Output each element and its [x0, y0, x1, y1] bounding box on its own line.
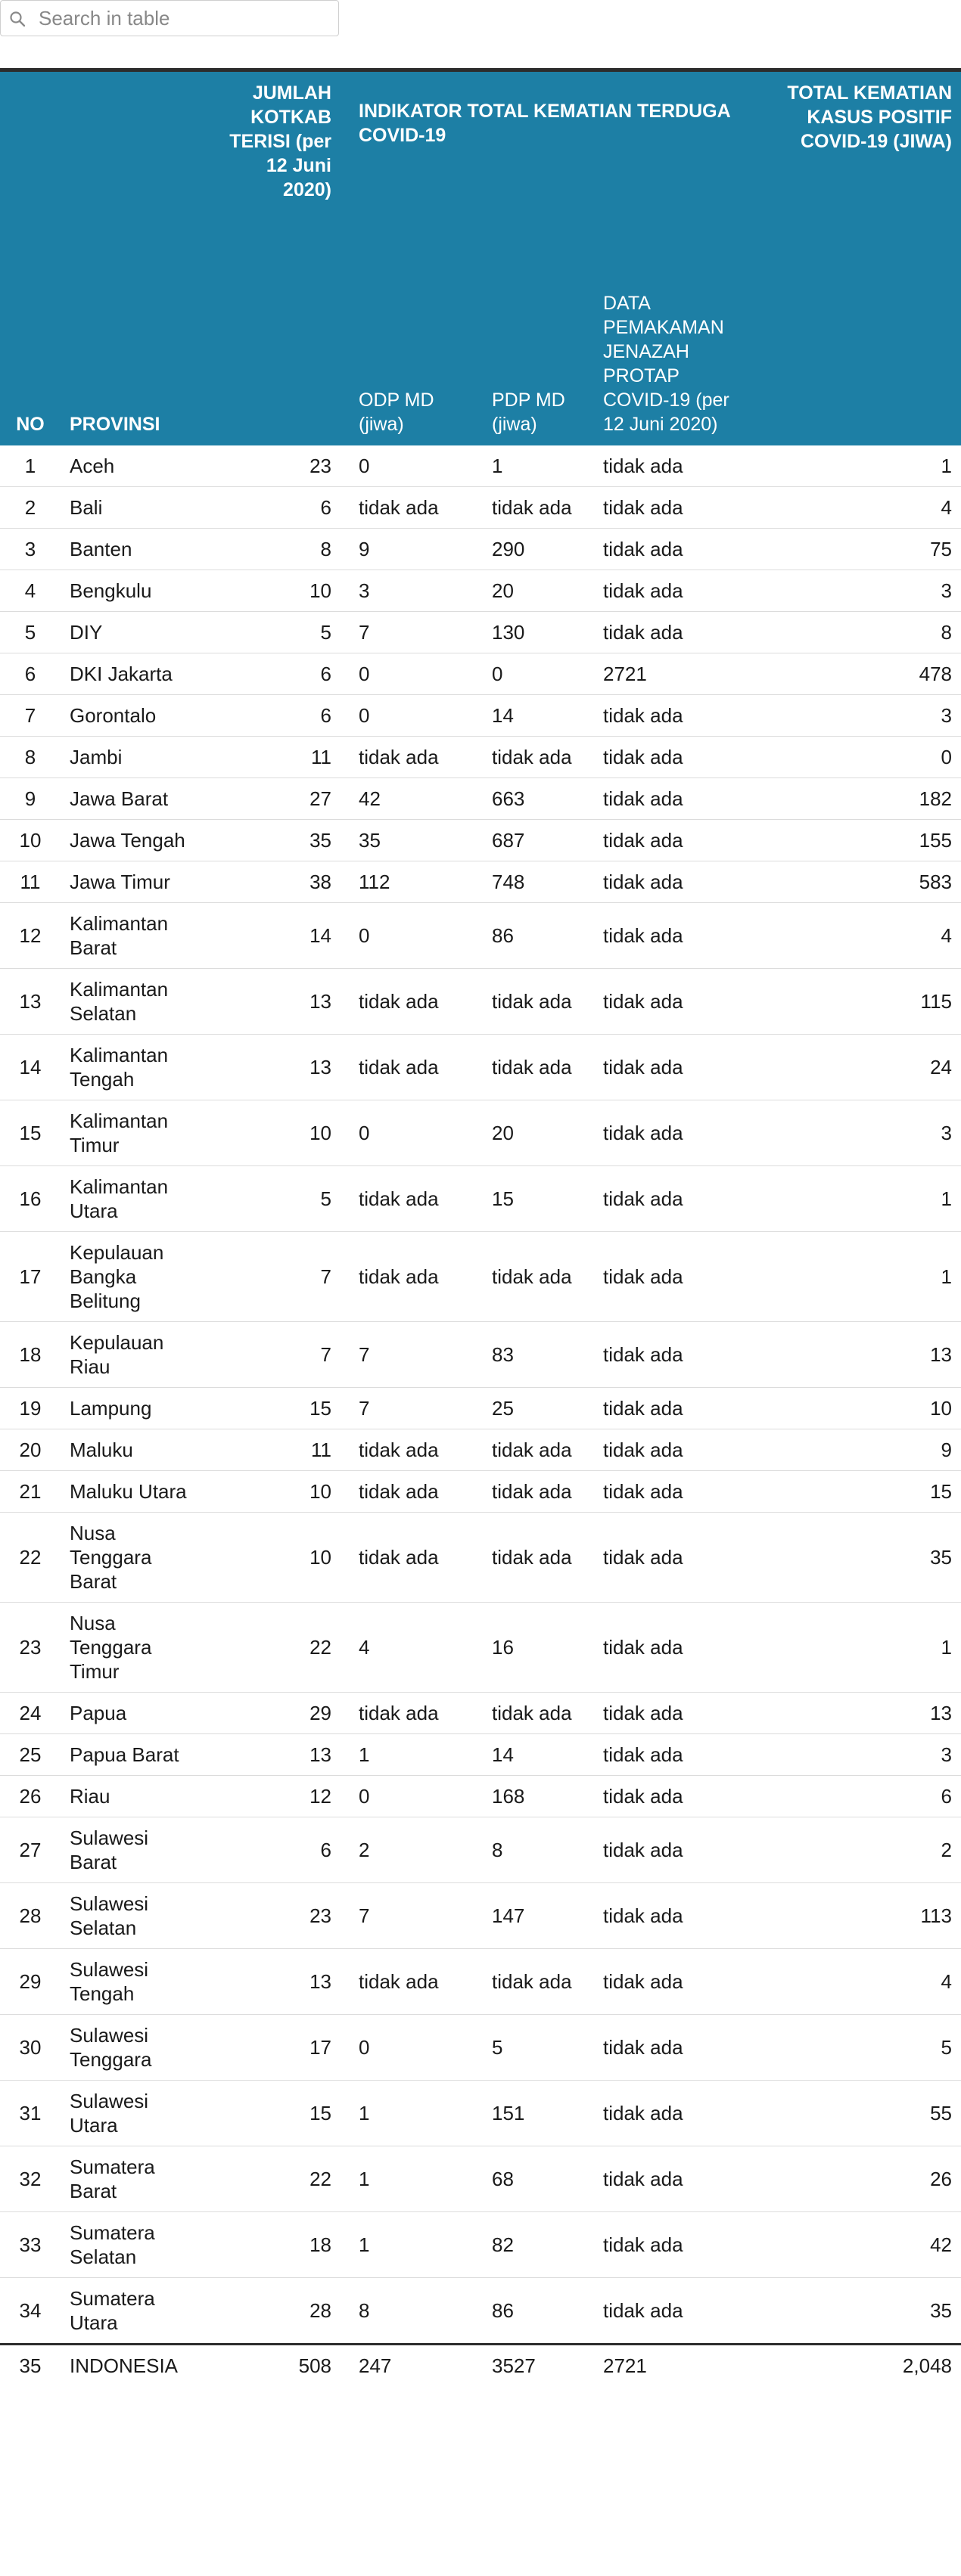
cell-jumlah-kotkab: 18: [309, 2233, 331, 2256]
column-header-provinsi[interactable]: PROVINSI: [70, 414, 160, 435]
cell-data-pemakaman: tidak ada: [603, 1439, 683, 1461]
cell-odp-md: 7: [359, 621, 370, 644]
cell-no: 3: [24, 538, 36, 560]
table-row: [0, 1388, 961, 1429]
cell-odp-md: tidak ada: [359, 496, 439, 519]
cell-odp-md: 0: [359, 2036, 370, 2059]
cell-pdp-md: 86: [492, 2299, 514, 2322]
cell-data-pemakaman: tidak ada: [603, 990, 683, 1013]
cell-jumlah-kotkab: 6: [320, 704, 331, 727]
cell-provinsi: Jambi: [70, 746, 123, 768]
cell-pdp-md: 748: [492, 871, 525, 893]
cell-odp-md: tidak ada: [359, 1480, 439, 1503]
cell-total-kematian: 3: [941, 1743, 952, 1766]
cell-no: 10: [19, 829, 42, 852]
cell-jumlah-kotkab: 5: [320, 621, 331, 644]
cell-data-pemakaman: tidak ada: [603, 496, 683, 519]
cell-data-pemakaman: tidak ada: [603, 2299, 683, 2322]
cell-total-kematian: 15: [930, 1480, 952, 1503]
cell-jumlah-kotkab: 12: [309, 1785, 331, 1808]
cell-provinsi: Sulawesi Tenggara: [70, 2024, 152, 2071]
cell-provinsi: INDONESIA: [70, 2354, 179, 2377]
cell-no: 25: [19, 1743, 42, 1766]
table-row: [0, 1035, 961, 1100]
cell-pdp-md: tidak ada: [492, 1546, 572, 1569]
cell-data-pemakaman: tidak ada: [603, 1546, 683, 1569]
cell-jumlah-kotkab: 13: [309, 1743, 331, 1766]
table-row: [0, 529, 961, 570]
cell-pdp-md: 147: [492, 1904, 525, 1927]
cell-pdp-md: 8: [492, 1839, 503, 1861]
cell-no: 12: [19, 924, 42, 947]
cell-data-pemakaman: tidak ada: [603, 1122, 683, 1144]
cell-no: 29: [19, 1970, 42, 1993]
cell-no: 16: [19, 1187, 42, 1210]
cell-no: 18: [19, 1343, 42, 1366]
column-header-jumlah-kotkab-label: JUMLAH KOTKAB TERISI (per 12 Juni 2020): [229, 82, 331, 200]
cell-total-kematian: 26: [930, 2168, 952, 2190]
cell-jumlah-kotkab: 7: [320, 1343, 331, 1366]
cell-data-pemakaman: tidak ada: [603, 1839, 683, 1861]
cell-total-kematian: 4: [941, 924, 952, 947]
cell-data-pemakaman: tidak ada: [603, 746, 683, 768]
cell-pdp-md: 663: [492, 787, 525, 810]
cell-no: 22: [19, 1546, 42, 1569]
cell-provinsi: Bali: [70, 496, 103, 519]
cell-pdp-md: 83: [492, 1343, 514, 1366]
cell-odp-md: 247: [359, 2354, 392, 2377]
cell-no: 30: [19, 2036, 42, 2059]
cell-no: 13: [19, 990, 42, 1013]
cell-odp-md: 7: [359, 1904, 370, 1927]
cell-total-kematian: 3: [941, 1122, 952, 1144]
cell-odp-md: 0: [359, 1122, 370, 1144]
cell-total-kematian: 13: [930, 1343, 952, 1366]
cell-pdp-md: 16: [492, 1636, 514, 1659]
cell-pdp-md: tidak ada: [492, 496, 572, 519]
cell-pdp-md: tidak ada: [492, 746, 572, 768]
cell-total-kematian: 75: [930, 538, 952, 560]
cell-odp-md: 8: [359, 2299, 370, 2322]
cell-data-pemakaman: tidak ada: [603, 829, 683, 852]
cell-pdp-md: tidak ada: [492, 1480, 572, 1503]
cell-provinsi: Kalimantan Barat: [70, 912, 169, 959]
cell-jumlah-kotkab: 13: [309, 1970, 331, 1993]
cell-jumlah-kotkab: 29: [309, 1702, 331, 1724]
cell-jumlah-kotkab: 508: [298, 2354, 331, 2377]
cell-jumlah-kotkab: 6: [320, 1839, 331, 1861]
cell-pdp-md: tidak ada: [492, 1970, 572, 1993]
cell-jumlah-kotkab: 6: [320, 496, 331, 519]
cell-pdp-md: 151: [492, 2102, 525, 2124]
cell-no: 1: [24, 455, 36, 477]
table-row: [0, 2146, 961, 2212]
cell-provinsi: Jawa Barat: [70, 787, 169, 810]
cell-total-kematian: 478: [919, 663, 952, 685]
table-row: [0, 861, 961, 903]
table-row: [0, 2212, 961, 2278]
table-row: [0, 2081, 961, 2146]
cell-total-kematian: 1: [941, 1187, 952, 1210]
cell-odp-md: tidak ada: [359, 990, 439, 1013]
cell-pdp-md: 20: [492, 579, 514, 602]
table-row: [0, 445, 961, 487]
table-row: [0, 1166, 961, 1232]
cell-odp-md: 0: [359, 663, 370, 685]
cell-pdp-md: 1: [492, 455, 503, 477]
column-header-odp[interactable]: ODP MD (jiwa): [359, 390, 434, 435]
cell-odp-md: 1: [359, 2233, 370, 2256]
cell-pdp-md: 168: [492, 1785, 525, 1808]
cell-data-pemakaman: tidak ada: [603, 2102, 683, 2124]
cell-jumlah-kotkab: 7: [320, 1265, 331, 1288]
cell-pdp-md: tidak ada: [492, 1265, 572, 1288]
table-row: [0, 737, 961, 778]
table-row: [0, 1232, 961, 1322]
table-row: [0, 695, 961, 737]
cell-jumlah-kotkab: 15: [309, 1397, 331, 1420]
cell-pdp-md: 14: [492, 704, 514, 727]
cell-pdp-md: 5: [492, 2036, 503, 2059]
table-row: [0, 487, 961, 529]
cell-provinsi: Nusa Tenggara Timur: [70, 1612, 152, 1683]
cell-no: 35: [19, 2354, 42, 2377]
table-row: [0, 2015, 961, 2081]
cell-data-pemakaman: tidak ada: [603, 1970, 683, 1993]
cell-odp-md: 2: [359, 1839, 370, 1861]
cell-odp-md: 9: [359, 538, 370, 560]
cell-no: 20: [19, 1439, 42, 1461]
cell-odp-md: tidak ada: [359, 1702, 439, 1724]
cell-total-kematian: 4: [941, 496, 952, 519]
cell-total-kematian: 35: [930, 1546, 952, 1569]
cell-data-pemakaman: tidak ada: [603, 787, 683, 810]
table-row: [0, 820, 961, 861]
cell-no: 24: [19, 1702, 42, 1724]
column-header-pemakaman[interactable]: DATA PEMAKAMAN JENAZAH PROTAP COVID-19 (per 12 Juni 2020): [603, 293, 729, 435]
cell-jumlah-kotkab: 6: [320, 663, 331, 685]
cell-jumlah-kotkab: 28: [309, 2299, 331, 2322]
cell-provinsi: Maluku: [70, 1439, 133, 1461]
cell-no: 14: [19, 1056, 42, 1079]
cell-jumlah-kotkab: 14: [309, 924, 331, 947]
cell-no: 7: [24, 704, 36, 727]
cell-total-kematian: 182: [919, 787, 952, 810]
cell-pdp-md: 290: [492, 538, 525, 560]
cell-no: 31: [19, 2102, 42, 2124]
cell-no: 6: [24, 663, 36, 685]
cell-data-pemakaman: tidak ada: [603, 1743, 683, 1766]
cell-odp-md: 7: [359, 1397, 370, 1420]
cell-jumlah-kotkab: 8: [320, 538, 331, 560]
cell-no: 8: [24, 746, 36, 768]
search-icon: [9, 11, 26, 27]
cell-no: 33: [19, 2233, 42, 2256]
cell-data-pemakaman: tidak ada: [603, 2233, 683, 2256]
search-box[interactable]: [0, 0, 339, 36]
cell-total-kematian: 115: [920, 990, 952, 1013]
cell-odp-md: tidak ada: [359, 1187, 439, 1210]
cell-pdp-md: 68: [492, 2168, 514, 2190]
cell-total-kematian: 155: [919, 829, 952, 852]
cell-odp-md: 4: [359, 1636, 370, 1659]
cell-odp-md: tidak ada: [359, 1265, 439, 1288]
cell-no: 15: [19, 1122, 42, 1144]
cell-jumlah-kotkab: 23: [309, 455, 331, 477]
cell-total-kematian: 3: [941, 579, 952, 602]
table-row: [0, 903, 961, 969]
cell-provinsi: DIY: [70, 621, 103, 644]
column-header-total-kematian[interactable]: TOTAL KEMATIAN KASUS POSITIF COVID-19 (JIWA): [787, 82, 952, 152]
table-row: [0, 1322, 961, 1388]
cell-total-kematian: 10: [930, 1397, 952, 1420]
cell-no: 32: [19, 2168, 42, 2190]
cell-provinsi: Sumatera Barat: [70, 2155, 155, 2202]
cell-no: 34: [19, 2299, 42, 2322]
column-group-indikator: INDIKATOR TOTAL KEMATIAN TERDUGA COVID-19: [359, 101, 730, 146]
header-row-group: [0, 70, 961, 262]
cell-data-pemakaman: tidak ada: [603, 1343, 683, 1366]
cell-provinsi: Lampung: [70, 1397, 152, 1420]
cell-jumlah-kotkab: 15: [309, 2102, 331, 2124]
column-header-pdp[interactable]: PDP MD (jiwa): [492, 390, 565, 435]
cell-pdp-md: 130: [492, 621, 525, 644]
cell-data-pemakaman: tidak ada: [603, 1397, 683, 1420]
cell-provinsi: Sulawesi Tengah: [70, 1958, 149, 2005]
cell-provinsi: Kalimantan Timur: [70, 1110, 169, 1156]
cell-pdp-md: 0: [492, 663, 503, 685]
cell-provinsi: Maluku Utara: [70, 1480, 187, 1503]
cell-data-pemakaman: 2721: [603, 663, 647, 685]
cell-jumlah-kotkab: 11: [311, 1439, 331, 1461]
cell-data-pemakaman: tidak ada: [603, 1056, 683, 1079]
cell-total-kematian: 42: [930, 2233, 952, 2256]
cell-pdp-md: 82: [492, 2233, 514, 2256]
cell-provinsi: Sumatera Selatan: [70, 2221, 155, 2268]
cell-jumlah-kotkab: 27: [309, 787, 331, 810]
cell-data-pemakaman: tidak ada: [603, 1480, 683, 1503]
cell-pdp-md: 25: [492, 1397, 514, 1420]
cell-jumlah-kotkab: 10: [309, 1546, 331, 1569]
cell-total-kematian: 1: [941, 455, 952, 477]
cell-total-kematian: 113: [920, 1904, 952, 1927]
cell-pdp-md: 15: [492, 1187, 514, 1210]
cell-total-kematian: 2: [941, 1839, 952, 1861]
table-row: [0, 1949, 961, 2015]
cell-odp-md: 0: [359, 704, 370, 727]
cell-odp-md: 112: [359, 871, 390, 893]
cell-total-kematian: 4: [941, 1970, 952, 1993]
table-row: [0, 1776, 961, 1817]
cell-total-kematian: 55: [930, 2102, 952, 2124]
table-row: [0, 1429, 961, 1471]
table-header: [0, 70, 961, 446]
cell-no: 11: [20, 871, 41, 893]
cell-total-kematian: 8: [941, 621, 952, 644]
cell-data-pemakaman: tidak ada: [603, 924, 683, 947]
cell-data-pemakaman: tidak ada: [603, 455, 683, 477]
table-body: [0, 445, 961, 2386]
cell-odp-md: 3: [359, 579, 370, 602]
cell-no: 17: [19, 1265, 42, 1288]
column-header-jumlah-kotkab[interactable]: [204, 70, 341, 446]
table-row: [0, 612, 961, 653]
table-row: [0, 1883, 961, 1949]
cell-no: 27: [19, 1839, 42, 1861]
table-row: [0, 1513, 961, 1603]
search-input[interactable]: [39, 7, 326, 29]
cell-jumlah-kotkab: 23: [309, 1904, 331, 1927]
cell-jumlah-kotkab: 13: [309, 990, 331, 1013]
cell-pdp-md: tidak ada: [492, 990, 572, 1013]
cell-total-kematian: 2,048: [902, 2354, 952, 2377]
cell-odp-md: 35: [359, 829, 381, 852]
cell-jumlah-kotkab: 35: [309, 829, 331, 852]
cell-provinsi: Papua Barat: [70, 1743, 179, 1766]
cell-odp-md: tidak ada: [359, 1970, 439, 1993]
cell-total-kematian: 6: [941, 1785, 952, 1808]
cell-odp-md: 1: [359, 2168, 370, 2190]
cell-odp-md: 0: [359, 455, 370, 477]
cell-data-pemakaman: tidak ada: [603, 1187, 683, 1210]
cell-jumlah-kotkab: 10: [309, 579, 331, 602]
cell-data-pemakaman: tidak ada: [603, 871, 683, 893]
cell-no: 21: [19, 1480, 42, 1503]
cell-odp-md: tidak ada: [359, 746, 439, 768]
cell-data-pemakaman: tidak ada: [603, 1904, 683, 1927]
cell-total-kematian: 0: [941, 746, 952, 768]
cell-data-pemakaman: 2721: [603, 2354, 647, 2377]
cell-pdp-md: tidak ada: [492, 1439, 572, 1461]
table-row: [0, 1100, 961, 1166]
table-row: [0, 1603, 961, 1693]
table-row: [0, 1734, 961, 1776]
cell-provinsi: Sulawesi Utara: [70, 2090, 149, 2137]
column-header-no[interactable]: NO: [16, 414, 45, 435]
cell-provinsi: Papua: [70, 1702, 127, 1724]
cell-odp-md: 1: [359, 2102, 370, 2124]
cell-odp-md: 1: [359, 1743, 370, 1766]
cell-jumlah-kotkab: 22: [309, 1636, 331, 1659]
cell-pdp-md: 86: [492, 924, 514, 947]
cell-odp-md: tidak ada: [359, 1439, 439, 1461]
cell-pdp-md: 20: [492, 1122, 514, 1144]
cell-total-kematian: 35: [930, 2299, 952, 2322]
cell-provinsi: Nusa Tenggara Barat: [70, 1522, 152, 1593]
cell-pdp-md: 14: [492, 1743, 514, 1766]
cell-no: 28: [19, 1904, 42, 1927]
cell-data-pemakaman: tidak ada: [603, 621, 683, 644]
cell-total-kematian: 583: [919, 871, 952, 893]
table-row: [0, 1817, 961, 1883]
cell-total-kematian: 1: [941, 1636, 952, 1659]
cell-odp-md: tidak ada: [359, 1546, 439, 1569]
cell-provinsi: Kepulauan Bangka Belitung: [70, 1241, 164, 1312]
cell-jumlah-kotkab: 17: [309, 2036, 331, 2059]
cell-provinsi: Jawa Tengah: [70, 829, 185, 852]
cell-data-pemakaman: tidak ada: [603, 538, 683, 560]
table-row: [0, 1693, 961, 1734]
cell-jumlah-kotkab: 11: [311, 746, 331, 768]
cell-data-pemakaman: tidak ada: [603, 2036, 683, 2059]
cell-provinsi: Sumatera Utara: [70, 2287, 155, 2334]
cell-data-pemakaman: tidak ada: [603, 1265, 683, 1288]
cell-provinsi: Kepulauan Riau: [70, 1331, 164, 1378]
cell-pdp-md: tidak ada: [492, 1056, 572, 1079]
cell-total-kematian: 3: [941, 704, 952, 727]
cell-provinsi: DKI Jakarta: [70, 663, 173, 685]
cell-no: 19: [19, 1397, 42, 1420]
cell-provinsi: Riau: [70, 1785, 110, 1808]
cell-total-kematian: 5: [941, 2036, 952, 2059]
cell-total-kematian: 24: [930, 1056, 952, 1079]
cell-odp-md: tidak ada: [359, 1056, 439, 1079]
table-search: [0, 0, 339, 36]
cell-provinsi: Jawa Timur: [70, 871, 170, 893]
table-row: [0, 570, 961, 612]
cell-provinsi: Aceh: [70, 455, 115, 477]
cell-data-pemakaman: tidak ada: [603, 579, 683, 602]
cell-jumlah-kotkab: 10: [309, 1122, 331, 1144]
table-row: [0, 2278, 961, 2345]
cell-odp-md: 42: [359, 787, 381, 810]
cell-total-kematian: 9: [941, 1439, 952, 1461]
cell-provinsi: Gorontalo: [70, 704, 157, 727]
cell-odp-md: 7: [359, 1343, 370, 1366]
cell-provinsi: Sulawesi Selatan: [70, 1892, 149, 1939]
cell-data-pemakaman: tidak ada: [603, 1636, 683, 1659]
cell-jumlah-kotkab: 5: [320, 1187, 331, 1210]
cell-data-pemakaman: tidak ada: [603, 704, 683, 727]
cell-pdp-md: 687: [492, 829, 525, 852]
cell-data-pemakaman: tidak ada: [603, 1785, 683, 1808]
table-row: [0, 653, 961, 695]
table-row: [0, 1471, 961, 1513]
cell-jumlah-kotkab: 13: [309, 1056, 331, 1079]
cell-provinsi: Bengkulu: [70, 579, 152, 602]
cell-no: 23: [19, 1636, 42, 1659]
cell-jumlah-kotkab: 38: [309, 871, 331, 893]
cell-no: 4: [24, 579, 36, 602]
cell-provinsi: Banten: [70, 538, 132, 560]
data-table: [0, 68, 961, 2386]
cell-odp-md: 0: [359, 1785, 370, 1808]
cell-no: 9: [24, 787, 36, 810]
cell-pdp-md: 3527: [492, 2354, 536, 2377]
cell-total-kematian: 13: [930, 1702, 952, 1724]
cell-total-kematian: 1: [941, 1265, 952, 1288]
cell-provinsi: Kalimantan Tengah: [70, 1044, 169, 1091]
cell-data-pemakaman: tidak ada: [603, 2168, 683, 2190]
cell-no: 26: [19, 1785, 42, 1808]
table-row: [0, 969, 961, 1035]
cell-no: 2: [24, 496, 36, 519]
cell-odp-md: 0: [359, 924, 370, 947]
table-row: [0, 778, 961, 820]
data-table-container[interactable]: [0, 68, 952, 2576]
cell-jumlah-kotkab: 10: [309, 1480, 331, 1503]
cell-provinsi: Kalimantan Selatan: [70, 978, 169, 1025]
cell-provinsi: Kalimantan Utara: [70, 1175, 169, 1222]
cell-provinsi: Sulawesi Barat: [70, 1826, 149, 1873]
table-row: [0, 2345, 961, 2387]
cell-pdp-md: tidak ada: [492, 1702, 572, 1724]
cell-jumlah-kotkab: 22: [309, 2168, 331, 2190]
cell-data-pemakaman: tidak ada: [603, 1702, 683, 1724]
cell-no: 5: [24, 621, 36, 644]
